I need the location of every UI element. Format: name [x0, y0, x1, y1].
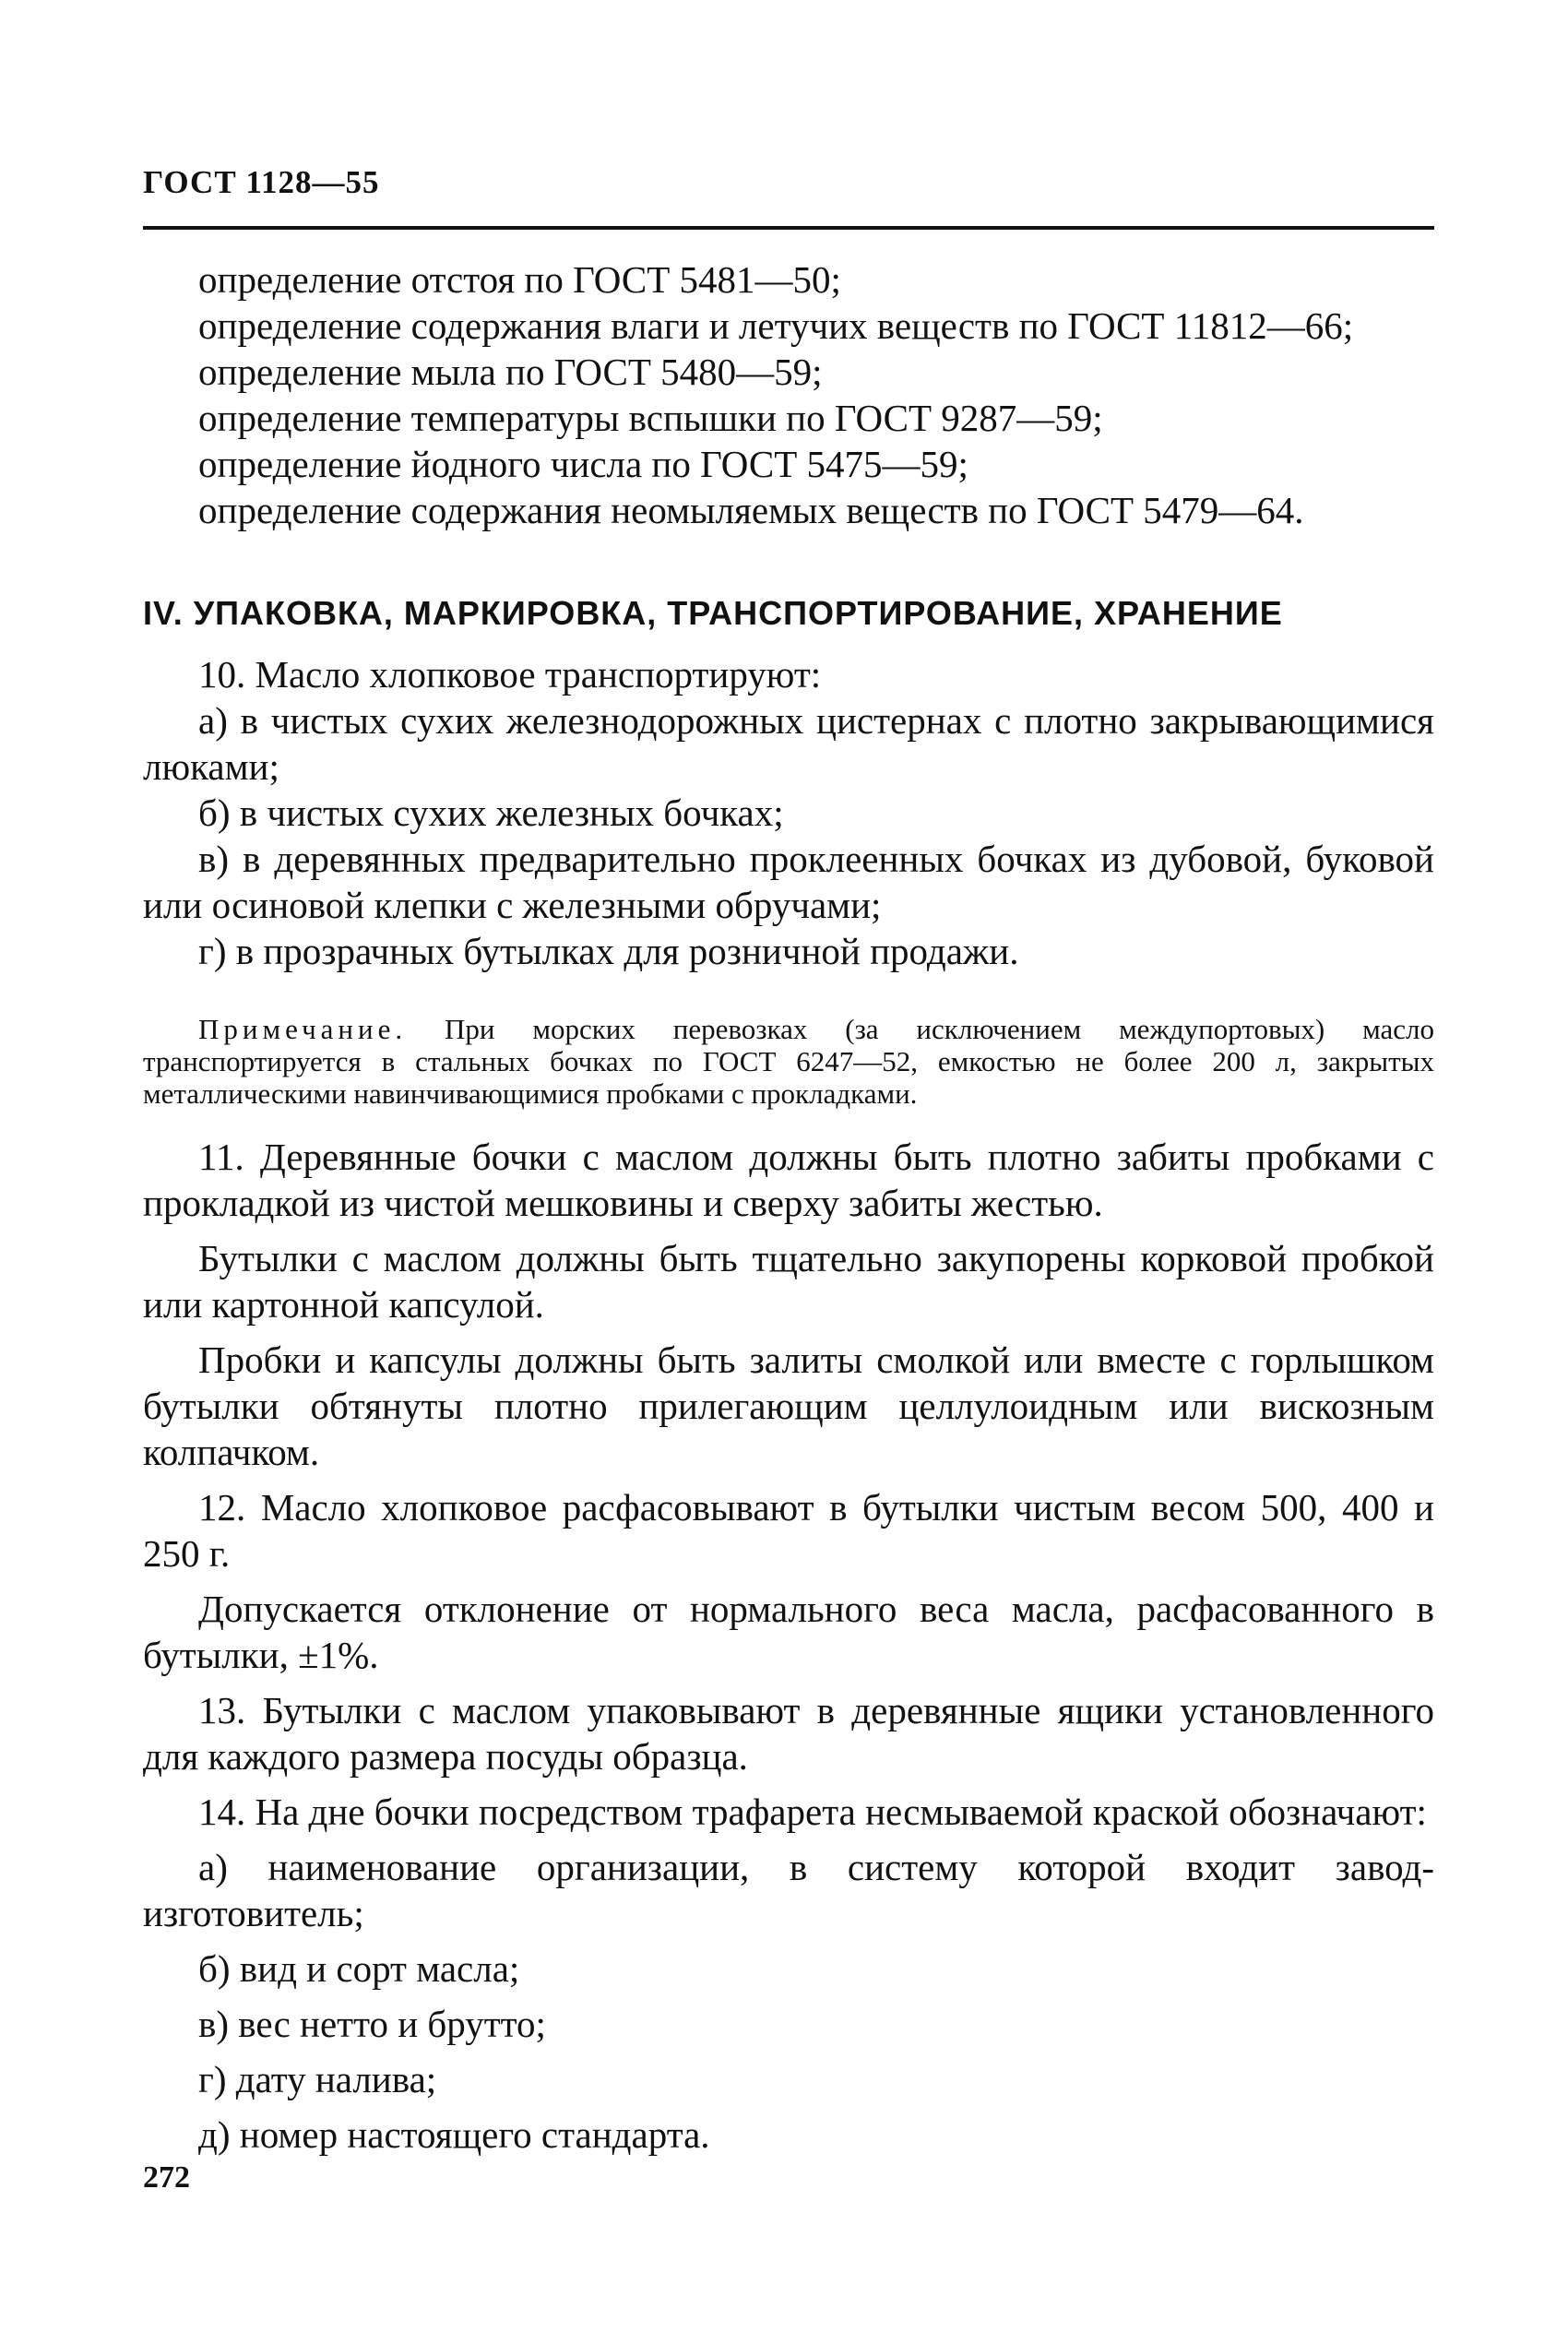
header-rule	[143, 226, 1434, 230]
item-12-p1: 12. Масло хлопковое расфасовывают в бутылки чистым весом 500, 400 и 250 г.	[143, 1486, 1434, 1575]
item-10-intro: 10. Масло хлопковое транспортируют:	[198, 653, 822, 696]
method-item: определение содержания неомыляемых веществ по ГОСТ 5479—64.	[198, 489, 1304, 531]
document-header: ГОСТ 1128—55	[143, 164, 380, 200]
note	[143, 1013, 1434, 1110]
method-item: определение мыла по ГОСТ 5480—59;	[198, 351, 823, 393]
item-14-intro: 14. На дне бочки посредством трафарета несмываемой краской обозначают:	[198, 1791, 1427, 1833]
item-14-b: б) вид и сорт масла;	[198, 1947, 520, 1990]
document-body	[143, 256, 1434, 2158]
method-item: определение температуры вспышки по ГОСТ 9287—59;	[198, 397, 1103, 439]
section-title: IV. УПАКОВКА, МАРКИРОВКА, ТРАНСПОРТИРОВАНИЕ, ХРАНЕНИЕ	[143, 594, 1283, 632]
item-11-p2: Бутылки с маслом должны быть тщательно закупорены корковой пробкой или картонной капсулой.	[143, 1237, 1434, 1326]
note-text: При морских перевозках (за исключением междупортовых) масло транспортируется в стальных бочках по ГОСТ 6247—52, емкостью не более 200 л, закрытых металлическими навинчивающимися пробками с прокладками.	[143, 1013, 1435, 1110]
page-number: 272	[143, 2160, 190, 2195]
item-11-p1: 11. Деревянные бочки с маслом должны быть плотно забиты пробками с прокладкой из чистой мешковины и сверху забиты жестью.	[143, 1136, 1434, 1224]
item-14-a: а) наименование организации, в систему которой входит завод-изготовитель;	[143, 1846, 1434, 1934]
item-14-d: д) номер настоящего стандарта.	[198, 2113, 710, 2156]
item-10-b: б) в чистых сухих железных бочках;	[198, 791, 784, 834]
item-13-p1: 13. Бутылки с маслом упаковывают в деревянные ящики установленного для каждого размера посуды образца.	[143, 1689, 1434, 1778]
item-10-v: в) в деревянных предварительно проклеенных бочках из дубовой, буковой или осиновой клепки с железными обручами;	[143, 838, 1434, 926]
item-12-p2: Допускается отклонение от нормального веса масла, расфасованного в бутылки, ±1%.	[143, 1588, 1434, 1676]
item-10-g: г) в прозрачных бутылках для розничной продажи.	[198, 930, 1019, 972]
method-item: определение отстоя по ГОСТ 5481—50;	[198, 258, 841, 301]
method-item: определение йодного числа по ГОСТ 5475—59;	[198, 443, 968, 485]
document-page	[143, 0, 1434, 2332]
method-item: определение содержания влаги и летучих веществ по ГОСТ 11812—66;	[198, 304, 1354, 347]
item-14-g: г) дату налива;	[198, 2058, 437, 2100]
item-14-v: в) вес нетто и брутто;	[198, 2003, 546, 2045]
item-10-a: а) в чистых сухих железнодорожных цистернах с плотно закрывающимися люками;	[143, 699, 1434, 788]
note-label: Примечание.	[198, 1013, 408, 1045]
item-11-p3: Пробки и капсулы должны быть залиты смолкой или вместе с горлышком бутылки обтянуты плотно прилегающим целлулоидным или вискозным колпачком.	[143, 1339, 1434, 1473]
